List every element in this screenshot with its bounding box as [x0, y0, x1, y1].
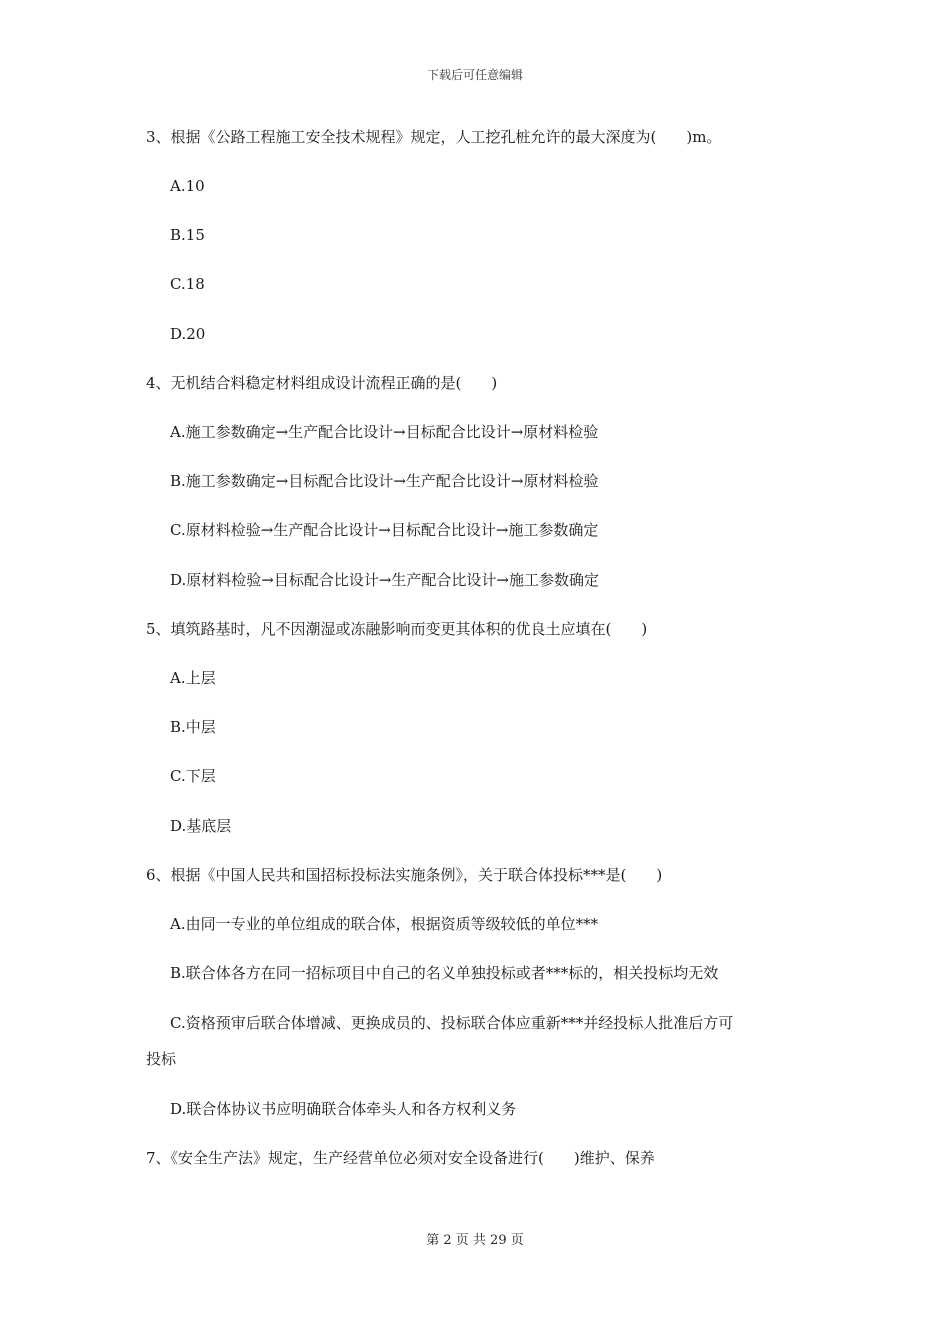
question-3-stem: 3、根据《公路工程施工安全技术规程》规定，人工挖孔桩允许的最大深度为( )m。: [146, 128, 722, 146]
question-6-option-d: D.联合体协议书应明确联合体牵头人和各方权利义务: [170, 1100, 517, 1118]
question-3-option-d: D.20: [170, 325, 206, 343]
question-3-option-b: B.15: [170, 226, 205, 244]
question-4-option-a: A.施工参数确定→生产配合比设计→目标配合比设计→原材料检验: [170, 423, 599, 441]
question-3-option-a: A.10: [170, 177, 205, 195]
question-6-option-a: A.由同一专业的单位组成的联合体，根据资质等级较低的单位***: [170, 915, 599, 933]
question-5-option-b: B.中层: [170, 718, 216, 736]
question-6-option-c: C.资格预审后联合体增减、更换成员的、投标联合体应重新***并经投标人批准后方可: [170, 1014, 734, 1032]
question-4-stem: 4、无机结合料稳定材料组成设计流程正确的是( ): [146, 374, 498, 392]
question-6-option-b: B.联合体各方在同一招标项目中自己的名义单独投标或者***标的，相关投标均无效: [170, 964, 719, 982]
question-7-stem: 7、《安全生产法》规定，生产经营单位必须对安全设备进行( )维护、保养: [146, 1149, 655, 1167]
question-5-stem: 5、填筑路基时，凡不因潮湿或冻融影响而变更其体积的优良土应填在( ): [146, 620, 648, 638]
question-4-option-d: D.原材料检验→目标配合比设计→生产配合比设计→施工参数确定: [170, 571, 599, 589]
page-footer: 第 2 页 共 29 页: [426, 1233, 524, 1248]
question-4-option-c: C.原材料检验→生产配合比设计→目标配合比设计→施工参数确定: [170, 521, 599, 539]
question-4-option-b: B.施工参数确定→目标配合比设计→生产配合比设计→原材料检验: [170, 472, 599, 490]
question-3-option-c: C.18: [170, 275, 205, 293]
question-5-option-d: D.基底层: [170, 817, 232, 835]
question-6-stem: 6、根据《中国人民共和国招标投标法实施条例》，关于联合体投标***是( ): [146, 866, 663, 884]
page-header: 下载后可任意编辑: [426, 68, 523, 82]
question-6-option-c-continuation: 投标: [146, 1050, 177, 1068]
question-5-option-a: A.上层: [170, 669, 216, 687]
question-5-option-c: C.下层: [170, 767, 216, 785]
